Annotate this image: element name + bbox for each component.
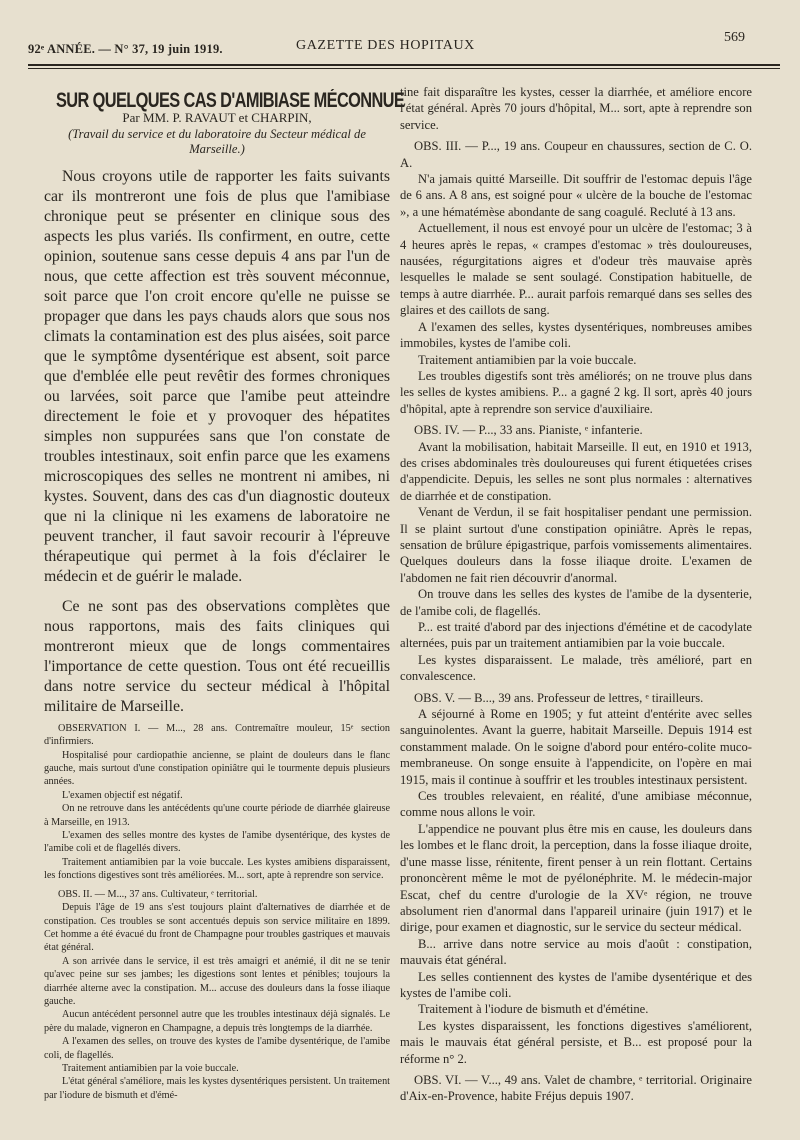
paragraph: On ne retrouve dans les antécédents qu'une courte période de diarrhée glaireuse à Marseille, en 1913. <box>44 803 390 828</box>
paragraph: L'état général s'améliore, mais les kystes dysentériques persistent. Un traitement par l'iodure de bismuth et d'émé- <box>44 1076 390 1101</box>
paragraph: Traitement antiamibien par la voie buccale. Les kystes amibiens disparaissent, les fonctions digestives sont très améliorées. M... sort, apte à reprendre son service. <box>44 856 390 882</box>
paragraph: P... est traité d'abord par des injections d'émétine et de cacodylate alternées, puis par un traitement antiamibien par la voie buccale. <box>400 620 752 651</box>
paragraph: Traitement antiamibien par la voie buccale. <box>62 1062 239 1074</box>
paragraph: N'a jamais quitté Marseille. Dit souffrir de l'estomac depuis l'âge de 6 ans. A 8 ans, est soigné pour « ulcère de la bouche de l'estomac », a une hématémèse abondante de sang coagulé. Recluté à 13 ans. <box>400 172 752 219</box>
right-column <box>400 84 752 1105</box>
observation-heading: OBS. V. — B..., 39 ans. Professeur de lettres, ᵉ tirailleurs. <box>414 690 704 705</box>
paragraph: Ces troubles relevaient, en réalité, d'une amibiase méconnue, comme nous allons le voir. <box>400 789 752 820</box>
header-rule-thin <box>28 68 780 69</box>
paragraph: Ce ne sont pas des observations complètes que nous rapportons, mais des faits cliniques qui montreront mieux que de longs commentaires l'importance de cette question. Tous ont été recueillis dans notre service du secteur médical à l'hôpital militaire de Marseille. <box>44 597 390 715</box>
paragraph: Les selles contiennent des kystes de l'amibe dysentérique et des kystes de l'amibe coli. <box>400 969 752 1000</box>
paragraph: A l'examen des selles, on trouve des kystes de l'amibe dysentérique, de l'amibe coli, de flagellés. <box>44 1036 390 1061</box>
article-title: SUR QUELQUES CAS D'AMIBIASE MÉCONNUE <box>56 89 405 112</box>
paragraph: A séjourné à Rome en 1905; y fut atteint d'entérite avec selles sanguinolentes. Avant la guerre, habitait Marseille. Depuis 1914 est constamment malade. On le soigne d'abord pour entéro-colite muco-membraneuse. On songe ensuite à l'appendicite, on l'opère en mai 1915, mais il continue à souffrir et les troubles intestinaux persistent. <box>400 707 752 787</box>
paragraph: Les kystes disparaissent. Le malade, très amélioré, part en convalescence. <box>400 652 752 684</box>
paragraph: Les troubles digestifs sont très améliorés; on ne trouve plus dans les selles de kystes amibiens. P... a gagné 2 kg. Il sort, après 40 jours d'hôpital, apte à reprendre son service d'auxiliaire. <box>400 368 752 416</box>
observation-heading: OBS. VI. — V..., 49 ans. Valet de chambre, ᵉ territorial. Originaire d'Aix-en-Provence, habite Fréjus depuis 1907. <box>400 1072 752 1104</box>
paragraph: Avant la mobilisation, habitait Marseille. Il eut, en 1910 et 1913, des crises abdominales très douloureuses qui furent étiquetées crises d'appendicite. Depuis, les selles ne sont plus normales : alternatives de diarrhée et de constipation. <box>400 439 752 503</box>
header-rule <box>28 64 780 66</box>
paragraph: On trouve dans les selles des kystes de l'amibe de la dysenterie, de l'amibe coli, de flagellés. <box>400 587 752 618</box>
paragraph: Traitement antiamibien par la voie buccale. <box>418 352 637 367</box>
observation-heading: OBS. IV. — P..., 33 ans. Pianiste, ᵉ infanterie. <box>414 423 643 438</box>
journal-title: GAZETTE DES HOPITAUX <box>296 38 475 53</box>
paragraph: L'examen des selles montre des kystes de l'amibe dysentérique, des kystes de l'amibe coli et de flagellés divers. <box>44 830 390 855</box>
paragraph: L'appendice ne pouvant plus être mis en cause, les douleurs dans les lombes et le flanc droit, la perception, dans la fosse iliaque droite, d'une masse lisse, rénitente, firent penser à un rein flottant. Certains prononcèrent même le mot de pyélonéphrite. M. le médecin-major Escat, chef du centre d'urologie de la XVᵉ région, ne trouve absolument rien d'anormal dans l'appareil urinaire (juin 1917) et le dirige, pour examen et diagnostic, sur le service du secteur médical. <box>400 821 752 935</box>
paragraph: Depuis l'âge de 19 ans s'est toujours plaint d'alternatives de diarrhée et de constipation. Ces troubles se sont accentués depuis son service militaire en 1899. Cet homme a été évacué du front de Champagne pour troubles gastriques et mauvais état général. <box>44 902 390 954</box>
observation-heading: OBS. III. — P..., 19 ans. Coupeur en chaussures, section de C. O. A. <box>400 139 752 170</box>
paragraph: A l'examen des selles, kystes dysentériques, nombreuses amibes immobiles, kystes de l'amibe coli. <box>400 319 752 351</box>
paragraph: Traitement à l'iodure de bismuth et d'émétine. <box>418 1002 649 1017</box>
paragraph: A son arrivée dans le service, il est très amaigri et anémié, il dit ne se tenir qu'avec peine sur ses jambes; les digestions sont lentes et pénibles; toujours la diarrhée alterne avec la constipation. M... accuse des douleurs dans la fosse iliaque gauche. <box>44 955 390 1007</box>
paragraph: Aucun antécédent personnel autre que les troubles intestinaux déjà signalés. Le père du malade, vigneron en Champagne, a depuis très longtemps de la diarrhée. <box>44 1009 390 1034</box>
paragraph: tine fait disparaître les kystes, cesser la diarrhée, et améliore encore l'état général. Après 70 jours d'hôpital, M... sort, apte à reprendre son service. <box>400 85 752 132</box>
paragraph: B... arrive dans notre service au mois d'août : constipation, mauvais état général. <box>400 936 752 968</box>
paragraph: Les kystes disparaissent, les fonctions digestives s'améliorent, mais le mauvais état général persiste, et B... est proposé pour la réforme n° 2. <box>400 1018 752 1066</box>
paragraph: Venant de Verdun, il se fait hospitaliser pendant une permission. Il se plaint surtout d'une constipation opiniâtre. Après le repas, sensation de brûlure épigastrique, parfois vomissements alimentaires. Quelques douleurs dans la fosse iliaque droite. L'examen de l'abdomen ne fait rien découvrir d'anormal. <box>400 505 752 585</box>
page-number: 569 <box>724 30 745 45</box>
issue-line: 92ᵉ ANNÉE. — N° 37, 19 juin 1919. <box>28 42 223 56</box>
article-affiliation: (Travail du service et du laboratoire du Secteur médical de Marseille.) <box>68 126 366 156</box>
paragraph: Actuellement, il nous est envoyé pour un ulcère de l'estomac; 3 à 4 heures après le repas, « crampes d'estomac » très douloureuses, nausées, régurgitations aigres et d'odeur très mauvaise après lesquelles le malade se sent soulagé. Constipation habituelle, de temps à autre diarrhée. P... aurait parfois remarqué dans ses selles des glaires et des caillots de sang. <box>400 221 752 318</box>
article-authors: Par MM. P. RAVAUT et CHARPIN, <box>122 110 312 126</box>
left-column <box>44 84 405 1102</box>
observation-heading: OBS. II. — M..., 37 ans. Cultivateur, ᵉ territorial. <box>58 888 258 900</box>
observation-heading: OBSERVATION I. — M..., 28 ans. Contremaître mouleur, 15ᵉ section d'infirmiers. <box>44 722 390 748</box>
paragraph: Nous croyons utile de rapporter les faits suivants car ils montreront une fois de plus que l'amibiase chronique peut se présenter en clinique sous des aspects les plus variés. Ils confirment, en outre, cette opinion, soutenue sans cesse depuis 4 ans par l'un de nous, que cette affection est très souvent méconnue, soit parce que l'on croit encore qu'elle ne puisse se propager que dans les pays chauds alors que sous nos climats la contamination est des plus aisées, soit parce que le symptôme dysentérique est absent, soit parce que d'emblée elle peut revêtir des formes chroniques ou larvées, soit parce que l'amibe peut atteindre directement le foie et y provoquer des hépatites simples non suppurées sans que l'on constate de troubles intestinaux, soit enfin parce que les examens microscopiques des selles ne montrent ni amibes, ni kystes. Souvent, dans des cas d'un diagnostic douteux que ni la clinique ni les examens de laboratoire ne peuvent trancher, il faut savoir recourir à l'épreuve thérapeutique qui permet à la fois d'éclairer le médecin et de guérir le malade. <box>44 167 390 585</box>
paragraph: L'examen objectif est négatif. <box>62 789 183 801</box>
paragraph: Hospitalisé pour cardiopathie ancienne, se plaint de douleurs dans le flanc gauche, mais surtout d'une constipation opiniâtre qui le tourmente depuis plusieurs années. <box>44 749 390 788</box>
